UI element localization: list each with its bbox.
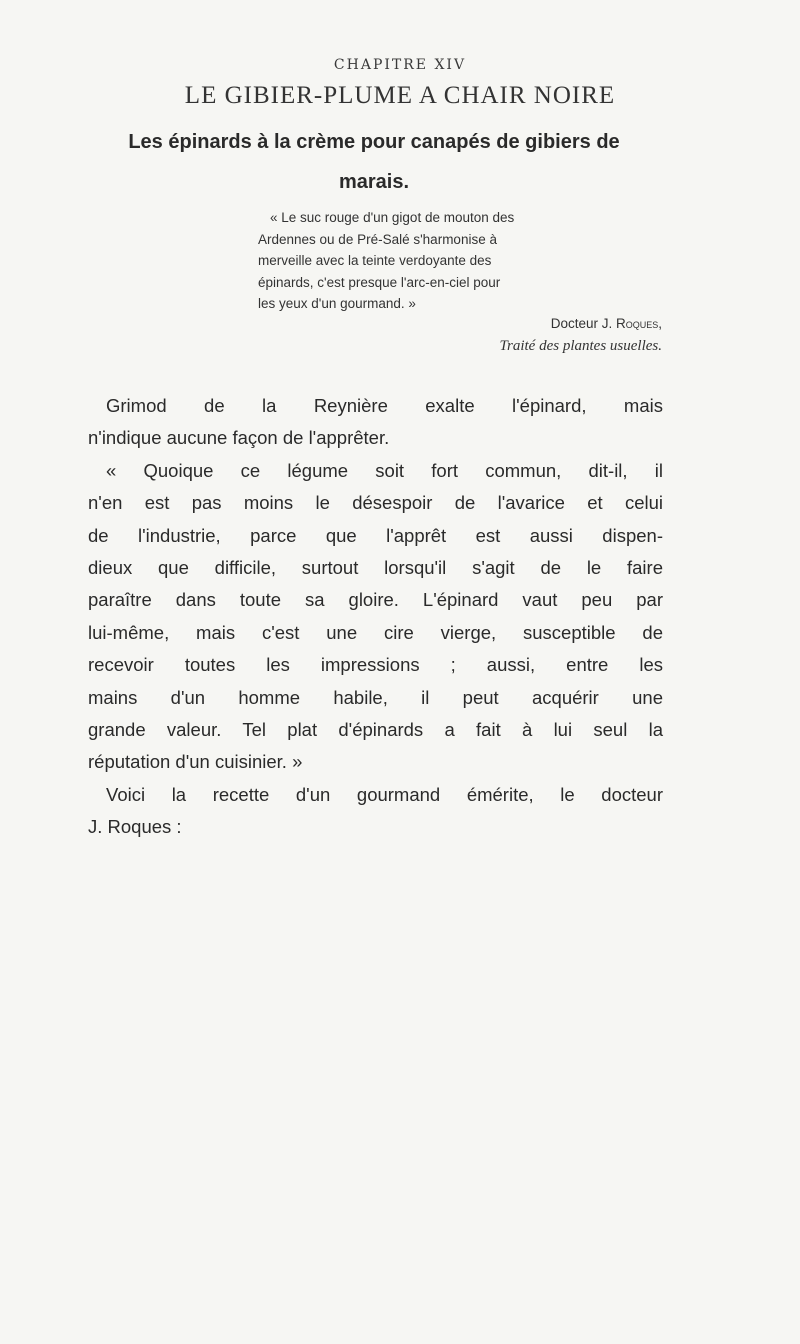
body-line: J. Roques :	[88, 816, 182, 838]
body-text	[88, 390, 663, 844]
body-line: recevoir toutes les impressions ; aussi, entre les	[88, 654, 663, 676]
epigraph-author-prefix: Docteur J.	[550, 316, 616, 331]
chapter-title: LE GIBIER-PLUME A CHAIR NOIRE	[184, 82, 616, 109]
epigraph-author-name: Roques,	[615, 316, 662, 331]
chapter-label: CHAPITRE XIV	[333, 57, 467, 73]
body-line: de l'industrie, parce que l'apprêt est aussi dispen-	[88, 524, 663, 546]
body-line: « Quoique ce légume soit fort commun, dit-il, il	[106, 459, 663, 481]
body-line: paraître dans toute sa gloire. L'épinard vaut peu par	[88, 589, 663, 611]
body-line: Voici la recette d'un gourmand émérite, le docteur	[106, 783, 663, 805]
body-line: réputation d'un cuisinier. »	[88, 751, 303, 773]
body-line: dieux que difficile, surtout lorsqu'il s'agit de le faire	[88, 557, 663, 579]
body-line: Grimod de la Reynière exalte l'épinard, mais	[106, 395, 663, 416]
body-line: lui-même, mais c'est une cire vierge, susceptible de	[88, 621, 663, 643]
epigraph-line: merveille avec la teinte verdoyante des	[258, 253, 492, 268]
epigraph-line: Ardennes ou de Pré-Salé s'harmonise à	[258, 231, 497, 247]
epigraph	[258, 207, 662, 315]
epigraph-line: épinards, c'est presque l'arc-en-ciel pour	[258, 274, 501, 290]
epigraph-line: les yeux d'un gourmand. »	[258, 296, 416, 311]
body-line: mains d'un homme habile, il peut acquérir une	[88, 686, 663, 708]
recipe-title	[88, 122, 660, 202]
body-line: n'en est pas moins le désespoir de l'avarice et celui	[88, 492, 663, 514]
epigraph-attribution	[258, 313, 662, 357]
epigraph-line: « Le suc rouge d'un gigot de mouton des	[270, 210, 515, 225]
body-line: n'indique aucune façon de l'apprêter.	[88, 427, 390, 449]
epigraph-author	[258, 313, 662, 335]
epigraph-work-title: Traité des plantes usuelles.	[499, 338, 662, 354]
recipe-title-line-2: marais.	[338, 171, 410, 193]
recipe-title-line-1: Les épinards à la crème pour canapés de gibiers de	[128, 131, 620, 153]
body-line: grande valeur. Tel plat d'épinards a fait à lui seul la	[88, 719, 663, 741]
